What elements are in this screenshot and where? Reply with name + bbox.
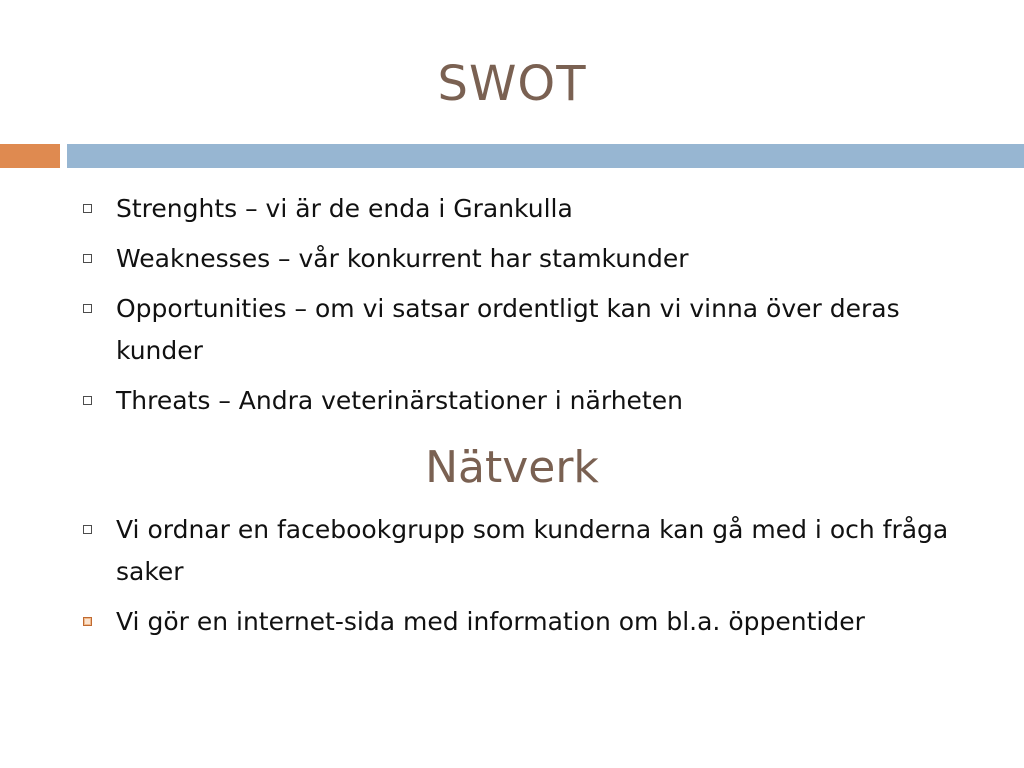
hollow-square-bullet-icon: [83, 254, 92, 263]
network-item-website: [0, 601, 986, 643]
blue-accent-band: [67, 144, 1024, 168]
hollow-square-bullet-icon: [83, 204, 92, 213]
orange-accent-band: [0, 144, 60, 168]
orange-square-bullet-icon: [83, 617, 92, 626]
swot-item-strengths: [0, 188, 986, 230]
swot-item-text: Opportunities – om vi satsar ordentligt kan vi vinna över deras kunder: [116, 294, 900, 365]
network-item-text: Vi gör en internet-sida med information om bl.a. öppentider: [116, 607, 865, 636]
hollow-square-bullet-icon: [83, 396, 92, 405]
slide-title: SWOT: [437, 56, 587, 112]
swot-item-weaknesses: [0, 238, 986, 280]
network-item-facebook-group: [0, 509, 986, 593]
swot-item-text: Threats – Andra veterinärstationer i närheten: [116, 386, 683, 415]
swot-item-text: Strenghts – vi är de enda i Grankulla: [116, 194, 573, 223]
swot-item-threats: [0, 380, 986, 422]
network-item-text: Vi ordnar en facebookgrupp som kunderna kan gå med i och fråga saker: [116, 515, 949, 586]
swot-item-text: Weaknesses – vår konkurrent har stamkunder: [116, 244, 689, 273]
hollow-square-bullet-icon: [83, 525, 92, 534]
network-list: [0, 509, 1024, 651]
swot-list: [0, 188, 1024, 430]
swot-item-opportunities: [0, 288, 986, 372]
section-heading-natverk: Nätverk: [425, 442, 599, 493]
hollow-square-bullet-icon: [83, 304, 92, 313]
